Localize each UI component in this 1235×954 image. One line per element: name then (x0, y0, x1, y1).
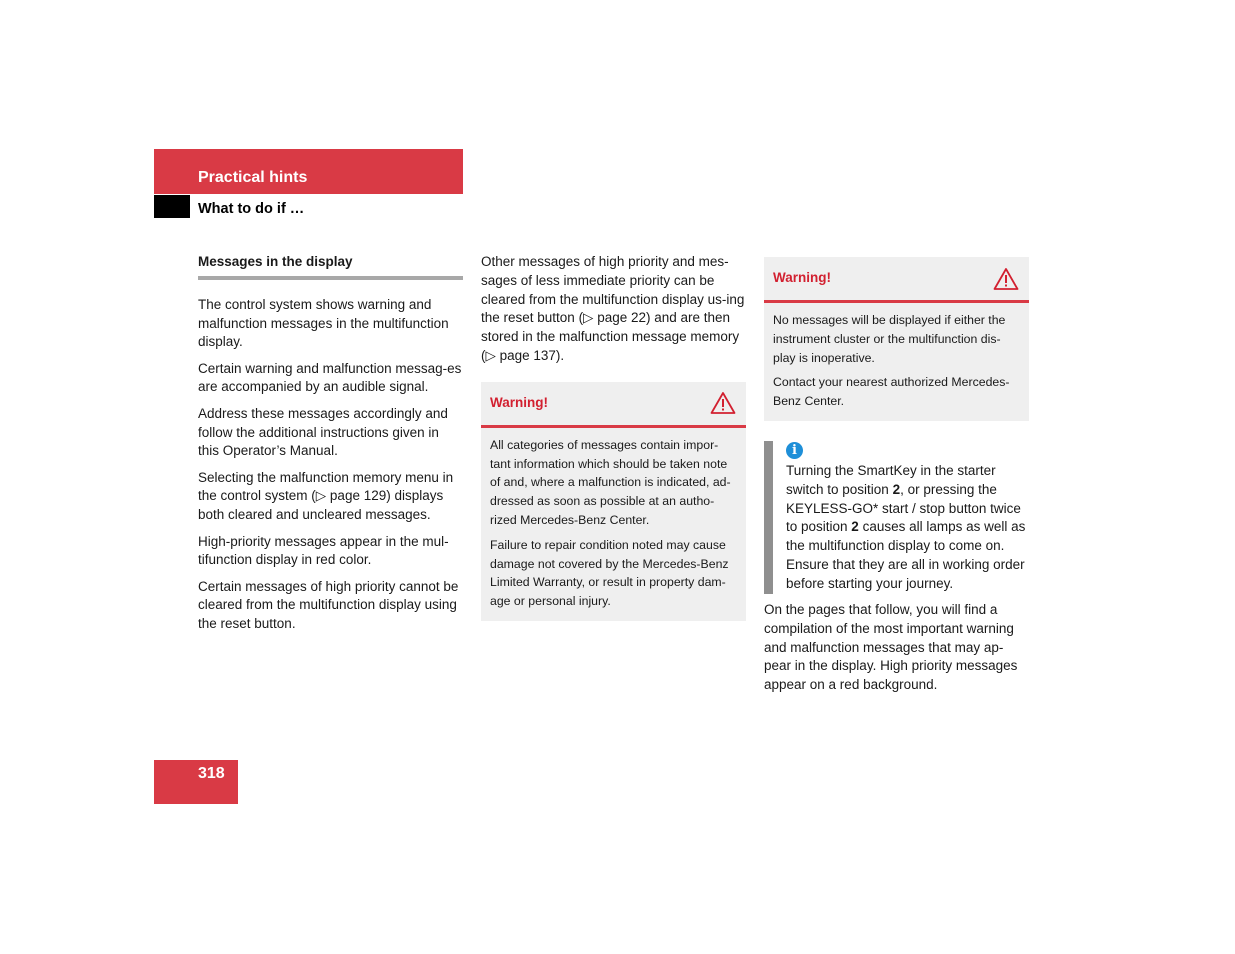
paragraph: On the pages that follow, you will find a compilation of the most important warning and malfunction messages that may ap-pear in the display. High priority messages appear on a red background. (764, 602, 1018, 693)
paragraph: Certain messages of high priority cannot be cleared from the multifunction display using the reset button. (198, 578, 459, 632)
info-icon: i (786, 442, 803, 459)
page-number: 318 (198, 765, 225, 782)
warning-title: Warning! (773, 270, 831, 286)
paragraph: Certain warning and malfunction messag-es are accompanied by an audible signal. (198, 360, 462, 395)
warning-text: Failure to repair condition noted may cause damage not covered by the Mercedes-Benz Limited Warranty, or result in property dam-age or personal injury. (490, 537, 729, 609)
paragraph: High-priority messages appear in the mul-tifunction display in red color. (198, 533, 449, 568)
paragraph: Other messages of high priority and mes-sages of less immediate priority can be cleared from the multifunction display us-ing the reset button (▷ page 22) and are then stored in the malfunction message memory (▷ page 137). (481, 254, 745, 363)
paragraph: Selecting the malfunction memory menu in the control system (▷ page 129) displays both cleared and uncleared messages. (198, 469, 454, 523)
warning-triangle-icon (710, 391, 736, 415)
position-number: 2 (892, 481, 901, 497)
info-text: Turning the SmartKey in the starter switch to position 2, or pressing the KEYLESS-GO* start / stop button twice to position 2 causes all lamps as well as the multifunction display to come on. Ensure that they are all in working order before starting your journey. (786, 462, 1026, 591)
column-2 (481, 253, 746, 621)
paragraph: The control system shows warning and malfunction messages in the multifunction display. (198, 296, 449, 350)
position-number: 2 (851, 519, 859, 535)
warning-body (481, 428, 746, 621)
warning-text: All categories of messages contain impor-tant information which should be taken note of and, where a malfunction is indicated, ad-dressed as soon as possible at an autho-rized Mercedes-Benz Center. (490, 437, 731, 527)
warning-body (764, 303, 1029, 421)
section-title: Practical hints (198, 169, 308, 186)
warning-header (764, 257, 1029, 303)
page-number-box (154, 760, 238, 804)
warning-text: No messages will be displayed if either the instrument cluster or the multifunction dis-play is inoperative. (773, 313, 1006, 365)
warning-header (481, 382, 746, 428)
paragraph: Address these messages accordingly and follow the additional instructions given in this Operator’s Manual. (198, 405, 448, 459)
subsection-title: What to do if … (198, 201, 305, 217)
info-box (764, 441, 1029, 594)
warning-title: Warning! (490, 394, 548, 410)
column-1 (198, 253, 463, 642)
warning-box (764, 257, 1029, 421)
warning-text: Contact your nearest authorized Mercedes-Benz Center. (773, 375, 1010, 409)
warning-triangle-icon (993, 267, 1019, 291)
subsection-marker (154, 195, 190, 218)
column-3 (764, 257, 1029, 703)
section-heading: Messages in the display (198, 253, 463, 280)
warning-box (481, 382, 746, 621)
